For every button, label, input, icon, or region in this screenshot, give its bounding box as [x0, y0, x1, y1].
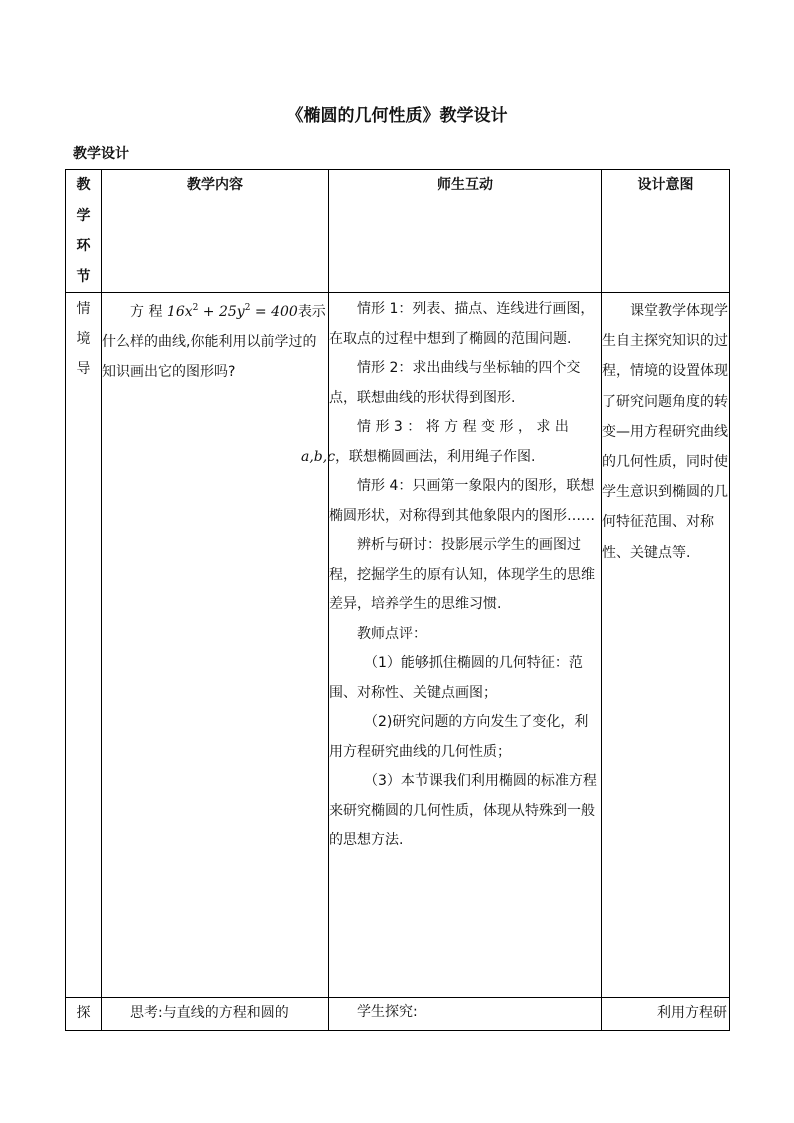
header-phase-char: 学 — [76, 207, 91, 224]
interaction-paragraph: 情形 4：只画第一象限内的图形，联想椭圆形状，对称得到其他象限内的图形…… — [329, 478, 595, 524]
header-phase-char: 环 — [76, 238, 91, 254]
header-interaction: 师生互动 — [329, 170, 602, 293]
table-row — [66, 293, 730, 998]
header-phase-char: 教 — [76, 177, 91, 193]
lesson-design-table — [65, 169, 730, 1031]
interaction-paragraph: 教师点评： — [357, 625, 427, 642]
intent-text: 课堂教学体现学生自主探究知识的过程，情境的设置体现了研究问题角度的转变—用方程研究曲线的几何性质，同时使学生意识到椭圆的几何特征范围、对称性、关键点等. — [602, 303, 728, 561]
interaction-cell — [301, 293, 602, 998]
header-phase — [66, 170, 102, 293]
interaction-paragraph: 情形 1：列表、描点、连线进行画图，在取点的过程中想到了椭圆的范围问题. — [329, 301, 595, 347]
interaction-cell — [329, 998, 602, 1031]
content-question: 方 程 $16x^2 + 25y^2 = 400$表示什么样的曲线,你能利用以前学过的知识画出它的图形吗? — [102, 303, 326, 380]
interaction-text: 学生探究: — [357, 1004, 418, 1020]
interaction-paragraph: 情 形 3 ： 将 方 程 变 形 ， 求 出 a,b,c，联想椭圆画法，利用绳子作图. — [301, 419, 569, 465]
phase-char: 情 — [76, 301, 91, 317]
header-intent: 设计意图 — [602, 170, 730, 293]
interaction-paragraph: 情形 2：求出曲线与坐标轴的四个交点，联想曲线的形状得到图形. — [329, 360, 581, 406]
intent-cell — [602, 998, 730, 1031]
header-content: 教学内容 — [102, 170, 329, 293]
header-phase-char: 节 — [76, 268, 91, 285]
content-cell — [102, 293, 329, 998]
teacher-comment: （3）本节课我们利用椭圆的标准方程来研究椭圆的几何性质，体现从特殊到一般的思想方法. — [329, 773, 597, 848]
teacher-comment: （1）能够抓住椭圆的几何特征：范围、对称性、关键点画图； — [329, 655, 583, 701]
table-header-row — [66, 170, 730, 293]
table-row — [66, 998, 730, 1031]
phase-cell — [66, 293, 102, 998]
phase-char: 境 — [76, 331, 91, 347]
equation: $16x^2 + 25y^2 = 400$ — [166, 303, 298, 320]
section-label: 教学设计 — [73, 146, 129, 162]
content-text: 思考:与直线的方程和圆的 — [130, 1005, 289, 1021]
interaction-paragraph: 辨析与研讨：投影展示学生的画图过程，挖掘学生的原有认知，体现学生的思维差异，培养学生的思维习惯. — [329, 537, 595, 612]
phase-char: 探 — [76, 1005, 91, 1021]
phase-cell — [66, 998, 102, 1031]
teacher-comment: （2)研究问题的方向发生了变化，利用方程研究曲线的几何性质； — [329, 714, 589, 760]
content-cell — [102, 998, 329, 1031]
document-title: 《椭圆的几何性质》教学设计 — [286, 106, 508, 126]
variables-abc: a,b,c — [301, 448, 336, 465]
phase-char: 导 — [76, 361, 91, 377]
intent-text: 利用方程研 — [657, 1005, 727, 1021]
intent-cell — [602, 293, 730, 998]
